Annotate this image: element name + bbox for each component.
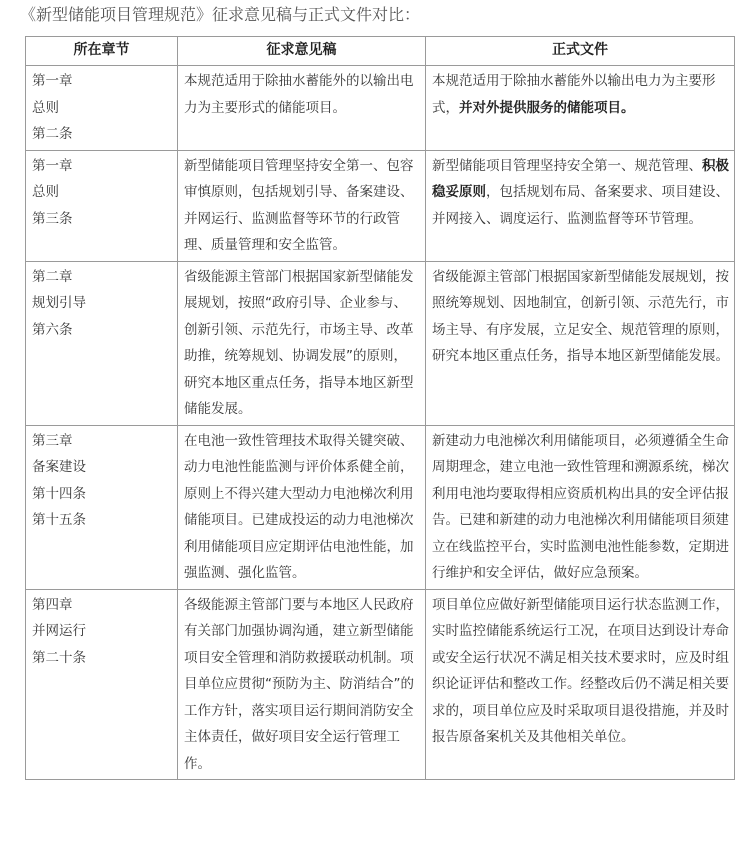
- final-text-tail: ，包括规划布局、备案要求、项目建设、并网接入、调度运行、监测监督等环节管理。: [432, 184, 729, 227]
- chapter-line: 规划引导: [32, 295, 86, 311]
- draft-cell: 本规范适用于除抽水蓄能外的以输出电力为主要形式的储能项目。: [178, 66, 426, 151]
- chapter-line: 总则: [32, 99, 59, 116]
- table-row: [26, 425, 735, 589]
- header-final: 正式文件: [426, 37, 735, 66]
- chapter-line: 第三章: [32, 432, 73, 449]
- draft-cell: 在电池一致性管理技术取得关键突破、动力电池性能监测与评价体系健全前，原则上不得兴建大型动力电池梯次利用储能项目。已建成投运的动力电池梯次利用储能项目应定期评估电池性能，加强监测、强化监管。: [178, 425, 426, 589]
- chapter-line: 备案建设: [32, 459, 86, 475]
- final-cell: [426, 150, 735, 261]
- final-cell: [426, 66, 735, 151]
- chapter-line: 并网运行: [32, 623, 86, 639]
- chapter-line: 第六条: [32, 321, 73, 338]
- table-row: [26, 150, 735, 261]
- chapter-line: 第十四条: [32, 485, 86, 502]
- draft-cell: 各级能源主管部门要与本地区人民政府有关部门加强协调沟通，建立新型储能项目安全管理和消防救援联动机制。项目单位应贯彻“预防为主、防消结合”的工作方针，落实项目运行期间消防安全主体责任，做好项目安全运行管理工作。: [178, 589, 426, 780]
- final-text: 省级能源主管部门根据国家新型储能发展规划，按照统筹规划、因地制宜，创新引领、示范先行，市场主导、有序发展，立足安全、规范管理的原则，研究本地区重点任务，指导本地区新型储能发展。: [432, 268, 729, 364]
- chapter-line: 第一章: [32, 73, 73, 89]
- chapter-cell: [26, 150, 178, 261]
- chapter-cell: [26, 261, 178, 425]
- table-header-row: [26, 37, 735, 66]
- draft-cell: 新型储能项目管理坚持安全第一、包容审慎原则，包括规划引导、备案建设、并网运行、监测监督等环节的行政管理、质量管理和安全监管。: [178, 150, 426, 261]
- final-highlight: 积极稳妥原则: [432, 157, 729, 200]
- chapter-line: 第一章: [32, 157, 73, 174]
- final-text: 新建动力电池梯次利用储能项目，必须遵循全生命周期理念，建立电池一致性管理和溯源系统，梯次利用电池均要取得相应资质机构出具的安全评估报告。已建和新建的动力电池梯次利用储能项目须建立在线监控平台，实时监测电池性能参数，定期进行维护和安全评估，做好应急预案。: [432, 432, 729, 581]
- header-draft: 征求意见稿: [178, 37, 426, 66]
- chapter-cell: [26, 66, 178, 151]
- final-text: 新型储能项目管理坚持安全第一、规范管理、: [432, 157, 702, 174]
- chapter-cell: [26, 425, 178, 589]
- final-text: 项目单位应做好新型储能项目运行状态监测工作，实时监控储能系统运行工况，在项目达到设计寿命或安全运行状况不满足相关技术要求时，应及时组织论证评估和整改工作。经整改后仍不满足相关要求的，项目单位应及时采取项目退役措施，并及时报告原备案机关及其他相关单位。: [432, 596, 729, 745]
- final-cell: [426, 425, 735, 589]
- page-caption: 《新型储能项目管理规范》征求意见稿与正式文件对比：: [20, 5, 421, 24]
- chapter-line: 第二章: [32, 268, 73, 285]
- final-highlight: 并对外提供服务的储能项目。: [459, 99, 635, 116]
- chapter-line: 第十五条: [32, 512, 86, 528]
- header-chapter: 所在章节: [26, 37, 178, 66]
- table-row: [26, 589, 735, 780]
- chapter-line: 总则: [32, 184, 59, 200]
- table-row: [26, 66, 735, 151]
- draft-cell: 省级能源主管部门根据国家新型储能发展规划，按照“政府引导、企业参与、创新引领、示范先行，市场主导、改革助推，统筹规划、协调发展”的原则，研究本地区重点任务，指导本地区新型储能发展。: [178, 261, 426, 425]
- final-cell: [426, 261, 735, 425]
- chapter-cell: [26, 589, 178, 780]
- chapter-line: 第四章: [32, 596, 73, 613]
- table-row: [26, 261, 735, 425]
- final-cell: [426, 589, 735, 780]
- chapter-line: 第三条: [32, 210, 73, 227]
- chapter-line: 第二条: [32, 126, 73, 142]
- final-text: 本规范适用于除抽水蓄能外以输出电力为主要形式，: [432, 73, 716, 116]
- chapter-line: 第二十条: [32, 649, 86, 666]
- comparison-table: [25, 36, 735, 780]
